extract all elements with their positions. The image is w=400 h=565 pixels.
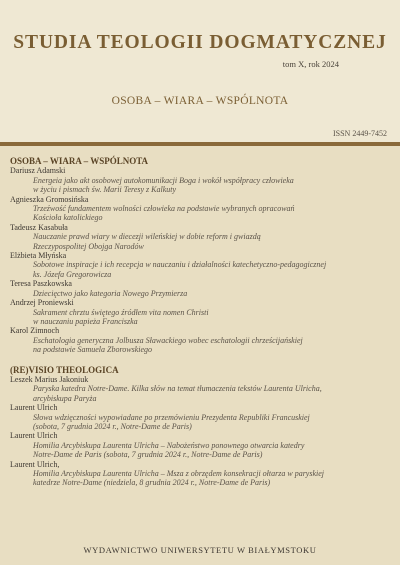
entry-author: Andrzej Proniewski: [10, 298, 74, 308]
table-of-contents: [10, 157, 390, 488]
entry-author: Laurent Ulrich: [10, 431, 58, 441]
volume-info: tom X, rok 2024: [282, 59, 339, 69]
entry-title: Słowa wdzięczności wypowiadane po przemówieniu Prezydenta Republiki Francuskiej: [33, 412, 310, 422]
issue-theme: OSOBA – WIARA – WSPÓLNOTA: [111, 95, 289, 107]
section-heading: (RE)VISIO THEOLOGICA: [10, 364, 119, 375]
entry-title: Sobotowe inspiracje i ich recepcja w nauczaniu i działalności katechetyczno-pedagogicznej: [33, 260, 327, 270]
entry-author: Laurent Ulrich,: [10, 459, 60, 469]
entry-title: Eschatologia generyczna Jolbusza Sławackiego wobec eschatologii chrześcijańskiej: [33, 335, 303, 345]
entry-author: Agnieszka Gromosińska: [10, 194, 89, 204]
issn: ISSN 2449-7452: [332, 129, 387, 138]
divider-rule: [0, 142, 400, 146]
journal-title: STUDIA TEOLOGII DOGMATYCZNEJ: [13, 32, 387, 53]
entry-title: Kościoła katolickiego: [33, 213, 103, 223]
entry-title: na podstawie Samuela Zborowskiego: [33, 345, 153, 355]
entry-title: Homilia Arcybiskupa Laurenta Ulricha – Msza z obrzędem konsekracji ołtarza w paryskiej: [33, 469, 325, 478]
cover-top: [0, 0, 400, 145]
entry-author: Karol Zimnoch: [10, 326, 60, 336]
entry-author: Dariusz Adamski: [10, 166, 66, 176]
entry-title: Paryska katedra Notre-Dame. Kilka słów na temat tłumaczenia tekstów Laurenta Ulricha,: [33, 384, 322, 394]
entry-author: Tadeusz Kasabuła: [10, 222, 68, 232]
entry-author: Elżbieta Młyńska: [10, 251, 67, 261]
section-entries: [10, 166, 390, 354]
entry-title: Energeia jako akt osobowej autokomunikacji Boga i wokół współpracy człowieka: [33, 175, 294, 185]
entry-title: Notre-Dame de Paris (sobota, 7 grudnia 2024 r., Notre-Dame de Paris): [33, 450, 263, 460]
entry-title: Homilia Arcybiskupa Laurenta Ulricha – Nabożeństwo ponownego otwarcia katedry: [33, 440, 305, 450]
entry-title: Nauczanie prawd wiary w diecezji wileńskiej w dobie reform i gwiazdą: [33, 232, 261, 242]
entry-title: ks. Józefa Gregorowicza: [33, 269, 112, 279]
entry-author: Laurent Ulrich: [10, 403, 58, 413]
entry-title: (sobota, 7 grudnia 2024 r., Notre-Dame de Paris): [33, 421, 192, 431]
entry-title: katedrze Notre-Dame (niedziela, 8 grudnia 2024 r., Notre-Dame de Paris): [33, 478, 271, 488]
entry-author: Teresa Paszkowska: [10, 279, 72, 289]
entry-title: Sakrament chrztu świętego źródłem vita nomen Christi: [33, 307, 209, 317]
entry-title: w nauczaniu papieża Franciszka: [33, 316, 138, 326]
section-gap: [10, 355, 390, 366]
entry-author: Leszek Marius Jakoniuk: [10, 374, 89, 384]
entry-title: Rzeczypospolitej Obojga Narodów: [33, 241, 144, 251]
entry-title: Trzeźwość fundamentem wolności człowieka na podstawie wybranych opracowań: [33, 204, 295, 214]
section-heading: OSOBA – WIARA – WSPÓLNOTA: [10, 156, 149, 166]
section-entries: [10, 375, 390, 488]
entry-title: Dziecięctwo jako kategoria Nowego Przymierza: [33, 288, 188, 298]
entry-title: w życiu i pismach św. Marii Teresy z Kalkuty: [33, 185, 177, 195]
publisher: WYDAWNICTWO UNIWERSYTETU W BIAŁYMSTOKU: [83, 545, 317, 555]
entry-title: arcybiskupa Paryża: [33, 393, 97, 403]
